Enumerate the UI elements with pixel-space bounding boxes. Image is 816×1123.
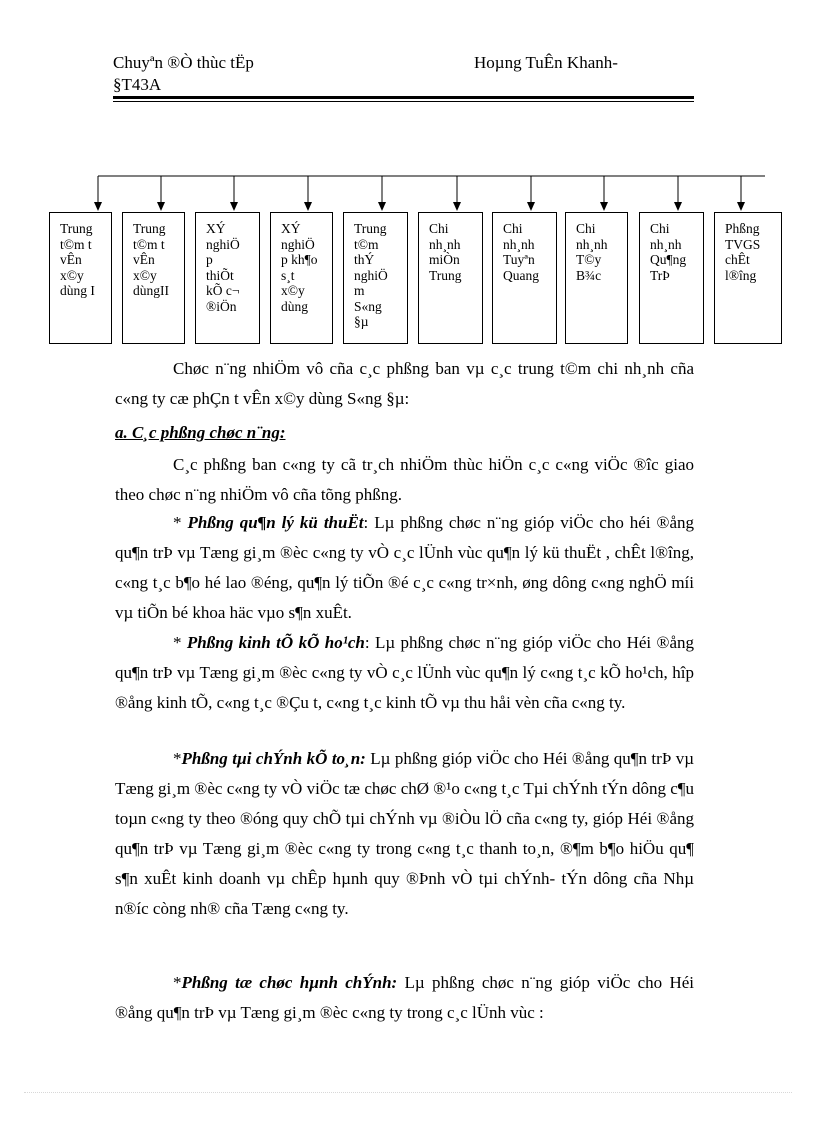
- dept-finance-text: Lµ phßng gióp viÖc cho Héi ®ång qu¶n trÞ vµ Tæng gi¸m ®èc c«ng ty vÒ viÖc tæ chøc chØ ®¹o c«ng t¸c Tµi chÝnh tÝn dông c¶u toµn c«ng ty theo ®óng quy chÕ tµi chÝnh vµ ®iÒu lÖ cña c«ng ty, gióp Héi ®ång qu¶n trÞ vµ Tæng gi¸m ®èc c«ng ty trong c«ng t¸c thanh to¸n, ®¶m b¶o hiÖu qu¶ s¶n xuÊt kinh doanh vµ chÊp hµnh quy ®Þnh vÒ tµi chÝnh- tÝn dông cña Nhµ n®íc còng nh® cña Tæng c«ng ty.: [115, 749, 694, 918]
- org-unit-box: [492, 212, 557, 344]
- dept-finance-title: Phßng tµi chÝnh kÕ to¸n:: [181, 749, 366, 768]
- header-class-code: §T43A: [113, 75, 162, 94]
- dept-admin-paragraph: *Phßng tæ chøc hµnh chÝnh: Lµ phßng chøc n¨ng gióp viÖc cho Héi ®ång qu¶n trÞ vµ Tæng gi¸m ®èc c«ng ty trong c¸c lÜnh vùc :: [115, 973, 694, 1022]
- org-unit-label-line: s¸t: [281, 267, 295, 283]
- org-unit-label-line: TrÞ: [650, 267, 670, 283]
- org-unit-box: [714, 212, 782, 344]
- org-unit-box: [122, 212, 185, 344]
- section-a-paragraph: C¸c phßng ban c«ng ty cã tr¸ch nhiÖm thùc hiÖn c¸c c«ng viÖc ®îc giao theo chøc n¨ng nhiÖm vô cña tõng phßng.: [115, 455, 694, 504]
- org-unit-label-line: x©y: [60, 267, 84, 283]
- arrow-down-icon: [157, 202, 165, 211]
- org-unit-label-line: miÒn: [429, 252, 460, 267]
- org-unit-label-line: XÝ: [206, 221, 226, 236]
- org-unit-box: [270, 212, 333, 344]
- org-unit-label-line: dùng I: [60, 283, 95, 298]
- org-unit-box: [565, 212, 628, 344]
- header-title-left: Chuyªn ®Ò thùc tËp: [113, 53, 254, 72]
- org-unit-label-line: Trung: [429, 267, 462, 283]
- org-unit-box: [195, 212, 260, 344]
- org-unit-label-line: Quang: [503, 267, 539, 283]
- org-unit-label-line: vÊn: [60, 252, 82, 267]
- arrow-down-icon: [600, 202, 608, 211]
- dept-planning-title: Phßng kinh tÕ kÕ ho¹ch: [186, 633, 365, 652]
- org-unit-box: [639, 212, 704, 344]
- org-unit-label-line: T©y: [576, 252, 602, 267]
- org-unit-label-line: p kh¶o: [281, 252, 318, 267]
- org-unit-label-line: dùng: [281, 298, 308, 314]
- dept-admin-text: Lµ phßng chøc n¨ng gióp viÖc cho Héi ®ång qu¶n trÞ vµ Tæng gi¸m ®èc c«ng ty trong c¸c lÜnh vùc :: [115, 973, 694, 1022]
- org-unit-label-line: x©y: [133, 267, 157, 283]
- org-unit-label-line: S«ng: [354, 298, 382, 314]
- arrow-down-icon: [94, 202, 102, 211]
- dept-finance-paragraph: *Phßng tµi chÝnh kÕ to¸n: Lµ phßng gióp viÖc cho Héi ®ång qu¶n trÞ vµ Tæng gi¸m ®èc c«ng ty vÒ viÖc tæ chøc chØ ®¹o c«ng t¸c Tµi chÝnh tÝn dông c¶u toµn c«ng ty theo ®óng quy chÕ tµi chÝnh vµ ®iÒu lÖ cña c«ng ty, gióp Héi ®ång qu¶n trÞ vµ Tæng gi¸m ®èc c«ng ty trong c«ng t¸c thanh to¸n, ®¶m b¶o hiÖu qu¶ s¶n xuÊt kinh doanh vµ chÊp hµnh quy ®Þnh vÒ tµi chÝnh- tÝn dông cña Nhµ n®íc còng nh® cña Tæng c«ng ty.: [115, 749, 694, 918]
- intro-paragraph: Chøc n¨ng nhiÖm vô cña c¸c phßng ban vµ c¸c trung t©m chi nh¸nh cña c«ng ty cæ phÇn t vÊn x©y dùng S«ng §µ:: [115, 359, 694, 408]
- org-unit-label-line: m: [354, 283, 365, 298]
- arrow-down-icon: [230, 202, 238, 211]
- header-author: Hoµng TuÊn Khanh-: [474, 53, 618, 72]
- org-unit-box: [418, 212, 483, 344]
- section-a-title: a. C¸c phßng chøc n¨ng:: [115, 423, 286, 442]
- org-unit-label-line: ®iÖn: [206, 298, 237, 314]
- dept-technical-title: Phßng qu¶n lý kü thuËt: [187, 513, 364, 532]
- arrow-down-icon: [378, 202, 386, 211]
- dept-planning-paragraph: * Phßng kinh tÕ kÕ ho¹ch: Lµ phßng chøc n¨ng gióp viÖc cho Héi ®ång qu¶n trÞ vµ Tæng gi¸m ®èc c«ng ty vÒ c¸c lÜnh vùc qu¶n lý c«ng t¸c kÕ ho¹ch, hîp ®ång kinh tÕ, c«ng t¸c ®Çu t, c«ng t¸c kinh tÕ vµ thu håi vèn cña c«ng ty.: [115, 633, 694, 712]
- org-unit-label-line: Chi: [650, 221, 670, 236]
- org-unit-label-line: x©y: [281, 283, 305, 298]
- dept-technical-paragraph: * Phßng qu¶n lý kü thuËt: Lµ phßng chøc n¨ng gióp viÖc cho héi ®ång qu¶n trÞ vµ Tæng gi¸m ®èc c«ng ty vÒ c¸c lÜnh vùc qu¶n lý kü thuËt , chÊt l®îng, c«ng t¸c b¶o hé lao ®éng, qu¶n lý tiÕn ®é c¸c c«ng tr×nh, øng dông c«ng nghÖ míi vµ tiÕn bé khoa häc vµo s¶n xuÊt.: [115, 513, 695, 622]
- org-unit-label-line: nh¸nh: [576, 236, 608, 252]
- org-unit-label-line: Chi: [576, 221, 596, 236]
- org-unit-box: [343, 212, 408, 344]
- org-unit-label-line: thiÕt: [206, 267, 234, 283]
- arrow-down-icon: [527, 202, 535, 211]
- arrow-down-icon: [674, 202, 682, 211]
- org-unit-label-line: Trung: [354, 221, 387, 236]
- org-unit-label-line: nh¸nh: [429, 236, 461, 252]
- org-unit-label-line: t©m: [354, 236, 379, 252]
- org-unit-label-line: t©m t: [60, 236, 92, 252]
- dept-admin-title: Phßng tæ chøc hµnh chÝnh:: [181, 973, 398, 992]
- org-unit-label-line: nh¸nh: [650, 236, 682, 252]
- dept-technical-text: : Lµ phßng chøc n¨ng gióp viÖc cho héi ®ång qu¶n trÞ vµ Tæng gi¸m ®èc c«ng ty vÒ c¸c lÜnh vùc qu¶n lý kü thuËt , chÊt l®îng, c«ng t¸c b¶o hé lao ®éng, qu¶n lý tiÕn ®é c¸c c«ng tr×nh, øng dông c«ng nghÖ míi vµ tiÕn bé khoa häc vµo s¶n xuÊt.: [115, 513, 695, 622]
- org-unit-label-line: Chi: [503, 221, 523, 236]
- page-bottom-divider: [24, 1092, 792, 1093]
- org-unit-label-line: Qu¶ng: [650, 252, 687, 267]
- org-unit-label-line: Tuyªn: [503, 252, 535, 267]
- arrow-down-icon: [304, 202, 312, 211]
- section-a-heading: [115, 418, 694, 448]
- arrow-down-icon: [453, 202, 461, 211]
- org-unit-label-line: dùngII: [133, 283, 169, 298]
- org-unit-label-line: nghiÖ: [206, 236, 240, 252]
- org-unit-label-line: p: [206, 252, 213, 267]
- org-unit-box: [49, 212, 112, 344]
- org-unit-label-line: Trung: [133, 221, 166, 236]
- dept-planning-text: : Lµ phßng chøc n¨ng gióp viÖc cho Héi ®ång qu¶n trÞ vµ Tæng gi¸m ®èc c«ng ty vÒ c¸c lÜnh vùc qu¶n lý c«ng t¸c kÕ ho¹ch, hîp ®ång kinh tÕ, c«ng t¸c ®Çu t, c«ng t¸c kinh tÕ vµ thu håi vèn cña c«ng ty.: [115, 633, 694, 712]
- org-arrows: [94, 176, 745, 211]
- org-unit-label-line: Trung: [60, 221, 93, 236]
- org-unit-label-line: vÊn: [133, 252, 155, 267]
- org-unit-label-line: l®îng: [725, 267, 757, 283]
- org-unit-label-line: thÝ: [354, 252, 375, 267]
- org-unit-label-line: t©m t: [133, 236, 165, 252]
- org-unit-label-line: §µ: [354, 314, 369, 329]
- org-unit-label-line: nh¸nh: [503, 236, 535, 252]
- org-unit-label-line: TVGS: [725, 236, 761, 252]
- org-unit-label-line: nghiÖ: [281, 236, 315, 252]
- org-unit-label-line: chÊt: [725, 252, 750, 267]
- org-unit-label-line: B¾c: [576, 267, 602, 283]
- org-unit-label-line: kÕ c¬: [206, 283, 240, 298]
- org-unit-label-line: XÝ: [281, 221, 301, 236]
- org-unit-label-line: nghiÖ: [354, 267, 388, 283]
- org-unit-label-line: Chi: [429, 221, 449, 236]
- org-unit-label-line: Phßng: [725, 221, 760, 236]
- arrow-down-icon: [737, 202, 745, 211]
